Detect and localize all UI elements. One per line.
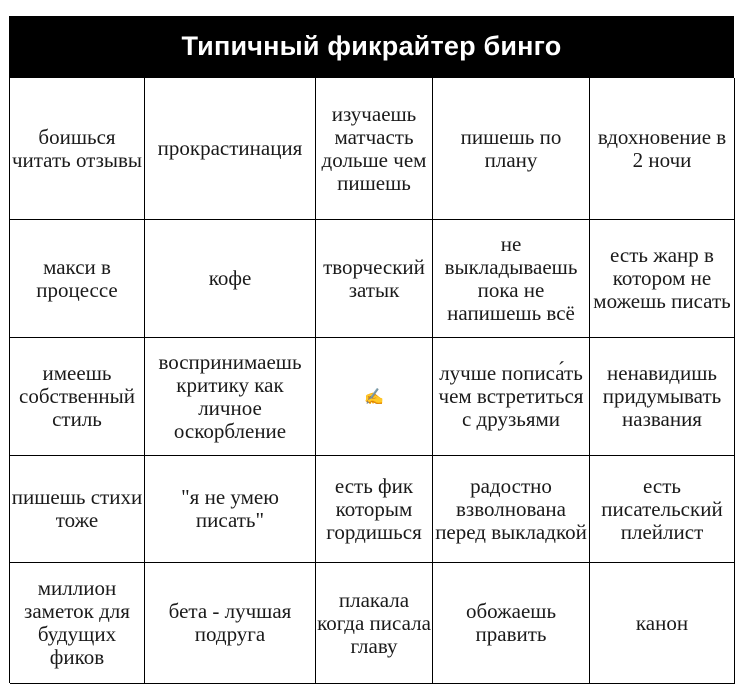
writing-hand-icon: ✍️ [316,338,433,456]
bingo-cell-r3c4: лучше пописа́ть чем встретиться с друзьями [433,338,590,456]
bingo-cell-r2c5: есть жанр в котором не можешь писать [590,220,735,338]
bingo-cell-r5c1: миллион заметок для будущих фиков [10,563,145,684]
bingo-cell-r2c1: макси в процессе [10,220,145,338]
bingo-cell-r4c1: пишешь стихи тоже [10,456,145,563]
bingo-cell-r2c4: не выкладываешь пока не напишешь всё [433,220,590,338]
bingo-cell-r5c3: плакала когда писала главу [316,563,433,684]
bingo-cell-r4c4: радостно взволнована перед выкладкой [433,456,590,563]
bingo-cell-r5c2: бета - лучшая подруга [145,563,316,684]
bingo-cell-r1c2: прокрастинация [145,78,316,220]
bingo-cell-r4c2: "я не умею писать" [145,456,316,563]
bingo-cell-r3c1: имеешь собственный стиль [10,338,145,456]
bingo-grid [9,77,734,683]
bingo-cell-r5c5: канон [590,563,735,684]
bingo-cell-r1c5: вдохновение в 2 ночи [590,78,735,220]
bingo-cell-r3c2: воспринимаешь критику как личное оскорбление [145,338,316,456]
bingo-cell-r1c4: пишешь по плану [433,78,590,220]
bingo-cell-r4c5: есть писательский плейлист [590,456,735,563]
bingo-cell-r5c4: обожаешь править [433,563,590,684]
bingo-cell-r4c3: есть фик которым гордишься [316,456,433,563]
bingo-cell-r1c3: изучаешь матчасть дольше чем пишешь [316,78,433,220]
bingo-cell-r2c2: кофе [145,220,316,338]
bingo-title: Типичный фикрайтер бинго [9,16,734,77]
bingo-cell-r3c5: ненавидишь придумывать названия [590,338,735,456]
bingo-cell-r2c3: творческий затык [316,220,433,338]
bingo-cell-r1c1: боишься читать отзывы [10,78,145,220]
